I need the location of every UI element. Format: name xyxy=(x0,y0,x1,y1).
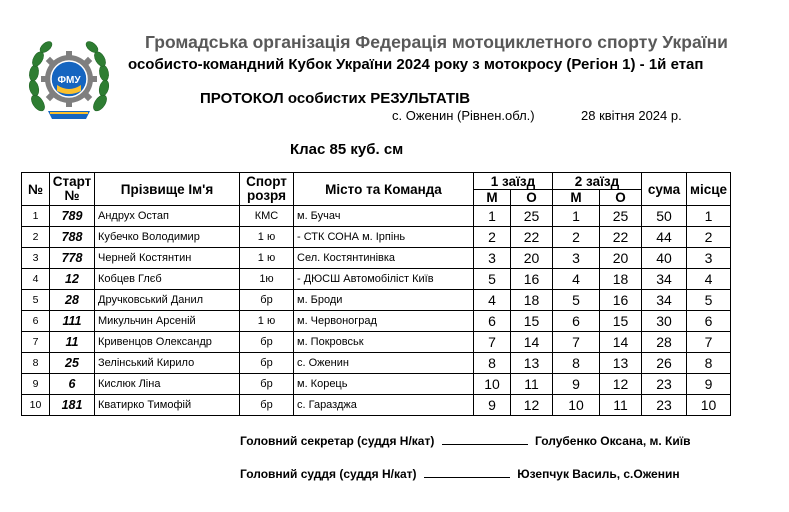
cell-name: Кривенцов Олександр xyxy=(95,332,240,353)
cell-sum: 23 xyxy=(642,374,687,395)
cell-rank: бр xyxy=(240,374,294,395)
cell-city: м. Бучач xyxy=(294,206,474,227)
cell-o2: 14 xyxy=(600,332,642,353)
cell-o1: 12 xyxy=(511,395,553,416)
cell-n: 7 xyxy=(22,332,50,353)
cell-o1: 18 xyxy=(511,290,553,311)
cup-title: особисто-командний Кубок України 2024 року з мотокросу (Регіон 1) - 1й етап xyxy=(128,56,704,73)
secretary-label: Головний секретар (суддя Н/кат) xyxy=(240,434,435,448)
col-header-race1: 1 заїзд xyxy=(474,173,553,190)
cell-m2: 3 xyxy=(553,248,600,269)
cell-rank: бр xyxy=(240,395,294,416)
cell-place: 2 xyxy=(687,227,731,248)
cell-m1: 5 xyxy=(474,269,511,290)
cell-city: - ДЮСШ Автомобіліст Київ xyxy=(294,269,474,290)
table-row xyxy=(22,332,731,353)
cell-rank: КМС xyxy=(240,206,294,227)
cell-city: м. Покровськ xyxy=(294,332,474,353)
table-row xyxy=(22,395,731,416)
cell-name: Кубечко Володимир xyxy=(95,227,240,248)
cell-sum: 23 xyxy=(642,395,687,416)
cell-start: 12 xyxy=(50,269,95,290)
cell-start: 181 xyxy=(50,395,95,416)
cell-o2: 20 xyxy=(600,248,642,269)
cell-sum: 34 xyxy=(642,290,687,311)
cell-m2: 5 xyxy=(553,290,600,311)
cell-name: Кватирко Тимофій xyxy=(95,395,240,416)
cell-m2: 4 xyxy=(553,269,600,290)
event-date: 28 квітня 2024 р. xyxy=(581,108,682,123)
cell-sum: 44 xyxy=(642,227,687,248)
cell-o2: 15 xyxy=(600,311,642,332)
cell-m1: 10 xyxy=(474,374,511,395)
cell-sum: 50 xyxy=(642,206,687,227)
cell-rank: 1 ю xyxy=(240,248,294,269)
cell-name: Кислюк Ліна xyxy=(95,374,240,395)
cell-n: 3 xyxy=(22,248,50,269)
cell-n: 5 xyxy=(22,290,50,311)
col-header-m2: М xyxy=(553,190,600,206)
cell-o2: 11 xyxy=(600,395,642,416)
cell-name: Кобцев Глєб xyxy=(95,269,240,290)
table-row xyxy=(22,290,731,311)
cell-name: Андрух Остап xyxy=(95,206,240,227)
cell-place: 8 xyxy=(687,353,731,374)
judge-label: Головний суддя (суддя Н/кат) xyxy=(240,467,417,481)
location: с. Оженин (Рівнен.обл.) xyxy=(392,108,535,123)
col-header-rank xyxy=(240,173,294,206)
cell-start: 6 xyxy=(50,374,95,395)
cell-sum: 30 xyxy=(642,311,687,332)
cell-o1: 16 xyxy=(511,269,553,290)
cell-n: 9 xyxy=(22,374,50,395)
protocol-title: ПРОТОКОЛ особистих РЕЗУЛЬТАТІВ xyxy=(200,90,471,107)
cell-start: 11 xyxy=(50,332,95,353)
cell-n: 10 xyxy=(22,395,50,416)
cell-n: 8 xyxy=(22,353,50,374)
cell-start: 788 xyxy=(50,227,95,248)
cell-place: 6 xyxy=(687,311,731,332)
col-header-o1: О xyxy=(511,190,553,206)
cell-n: 6 xyxy=(22,311,50,332)
cell-o2: 16 xyxy=(600,290,642,311)
cell-place: 10 xyxy=(687,395,731,416)
cell-n: 4 xyxy=(22,269,50,290)
col-header-name: Прізвище Ім'я xyxy=(95,173,240,206)
cell-m2: 2 xyxy=(553,227,600,248)
cell-city: м. Броди xyxy=(294,290,474,311)
cell-m1: 2 xyxy=(474,227,511,248)
cell-o1: 15 xyxy=(511,311,553,332)
table-row xyxy=(22,227,731,248)
cell-o2: 13 xyxy=(600,353,642,374)
federation-logo xyxy=(28,33,110,123)
cell-place: 9 xyxy=(687,374,731,395)
cell-m1: 3 xyxy=(474,248,511,269)
cell-city: - СТК СОНА м. Ірпінь xyxy=(294,227,474,248)
table-row xyxy=(22,206,731,227)
cell-n: 1 xyxy=(22,206,50,227)
col-header-place: місце xyxy=(687,173,731,206)
col-header-sum: сума xyxy=(642,173,687,206)
cell-m1: 9 xyxy=(474,395,511,416)
cell-rank: 1ю xyxy=(240,269,294,290)
col-header-race2: 2 заїзд xyxy=(553,173,642,190)
cell-city: с. Оженин xyxy=(294,353,474,374)
cell-sum: 26 xyxy=(642,353,687,374)
table-row xyxy=(22,311,731,332)
cell-m2: 9 xyxy=(553,374,600,395)
cell-m1: 6 xyxy=(474,311,511,332)
cell-m2: 1 xyxy=(553,206,600,227)
table-row xyxy=(22,248,731,269)
col-header-rank-line2: розря xyxy=(247,188,286,203)
cell-sum: 28 xyxy=(642,332,687,353)
cell-place: 1 xyxy=(687,206,731,227)
cell-rank: 1 ю xyxy=(240,311,294,332)
cell-start: 111 xyxy=(50,311,95,332)
organization-title: Громадська організація Федерація мотоциклетного спорту України xyxy=(145,32,728,52)
cell-city: м. Корець xyxy=(294,374,474,395)
col-header-start xyxy=(50,173,95,206)
secretary-name: Голубенко Оксана, м. Київ xyxy=(535,434,691,448)
cell-m2: 6 xyxy=(553,311,600,332)
cell-rank: бр xyxy=(240,353,294,374)
table-row xyxy=(22,374,731,395)
cell-o2: 18 xyxy=(600,269,642,290)
judge-signature-line xyxy=(424,477,510,478)
cell-city: Сел. Костянтинівка xyxy=(294,248,474,269)
cell-place: 7 xyxy=(687,332,731,353)
col-header-o2: О xyxy=(600,190,642,206)
cell-m2: 8 xyxy=(553,353,600,374)
cell-o2: 25 xyxy=(600,206,642,227)
col-header-rank-line1: Спорт xyxy=(246,174,287,189)
table-header-row xyxy=(22,173,731,190)
secretary-signature xyxy=(240,434,691,448)
cell-sum: 34 xyxy=(642,269,687,290)
cell-rank: бр xyxy=(240,332,294,353)
results-body xyxy=(22,206,731,416)
cell-m1: 8 xyxy=(474,353,511,374)
cell-rank: 1 ю xyxy=(240,227,294,248)
cell-place: 4 xyxy=(687,269,731,290)
cell-name: Зелінський Кирило xyxy=(95,353,240,374)
col-header-start-line2: № xyxy=(64,188,80,203)
logo-text: ФМУ xyxy=(57,75,81,86)
cell-o1: 11 xyxy=(511,374,553,395)
secretary-signature-line xyxy=(442,444,528,445)
cell-m2: 10 xyxy=(553,395,600,416)
col-header-city: Місто та Команда xyxy=(294,173,474,206)
cell-o2: 22 xyxy=(600,227,642,248)
cell-m2: 7 xyxy=(553,332,600,353)
judge-signature xyxy=(240,467,680,481)
cell-o1: 22 xyxy=(511,227,553,248)
cell-place: 3 xyxy=(687,248,731,269)
cell-o1: 14 xyxy=(511,332,553,353)
table-row xyxy=(22,353,731,374)
cell-m1: 1 xyxy=(474,206,511,227)
results-table xyxy=(21,172,731,416)
cell-start: 25 xyxy=(50,353,95,374)
class-title: Клас 85 куб. см xyxy=(290,141,404,158)
cell-place: 5 xyxy=(687,290,731,311)
cell-name: Черней Костянтин xyxy=(95,248,240,269)
cell-m1: 4 xyxy=(474,290,511,311)
cell-city: с. Гаразджа xyxy=(294,395,474,416)
cell-name: Микульчин Арсеній xyxy=(95,311,240,332)
cell-o1: 20 xyxy=(511,248,553,269)
judge-name: Юзепчук Василь, с.Оженин xyxy=(517,467,680,481)
cell-name: Дручковський Данил xyxy=(95,290,240,311)
cell-o1: 13 xyxy=(511,353,553,374)
cell-o1: 25 xyxy=(511,206,553,227)
col-header-m1: М xyxy=(474,190,511,206)
cell-start: 789 xyxy=(50,206,95,227)
col-header-num: № xyxy=(22,173,50,206)
table-row xyxy=(22,269,731,290)
cell-start: 778 xyxy=(50,248,95,269)
cell-city: м. Червоноград xyxy=(294,311,474,332)
cell-o2: 12 xyxy=(600,374,642,395)
cell-sum: 40 xyxy=(642,248,687,269)
cell-n: 2 xyxy=(22,227,50,248)
col-header-start-line1: Старт xyxy=(52,174,92,189)
cell-start: 28 xyxy=(50,290,95,311)
cell-rank: бр xyxy=(240,290,294,311)
cell-m1: 7 xyxy=(474,332,511,353)
